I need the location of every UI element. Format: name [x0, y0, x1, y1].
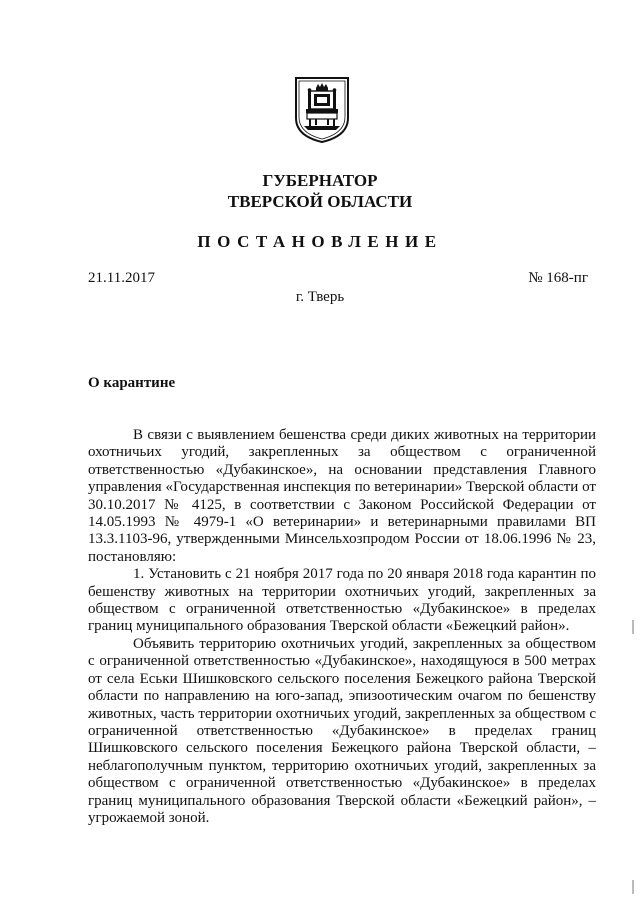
document-city: г. Тверь [295, 289, 345, 305]
document-number: № 168-пг [528, 270, 588, 286]
document-subject: О карантине [88, 375, 176, 391]
governor-title [0, 170, 640, 212]
body-paragraph-item1-continued: Объявить территорию охотничьих угодий, закрепленных за обществом с ограниченной ответственностью «Дубакинское», находящуюся в 500 метрах от села Еськи Шишковского сельского поселения Бежецкого района Тверской области по направлению на юго-запад, эпизоотическим очагом по бешенству животных, часть территории охотничьих угодий, закрепленных за обществом с ограниченной ответственностью «Дубакинское» в пределах границ Шишковского сельского поселения Бежецкого района Тверской области, – неблагополучным пунктом, территорию охотничьих угодий, закрепленных за обществом с ограниченной ответственностью «Дубакинское» в пределах границ муниципального образования Тверской области «Бежецкий район», – угрожаемой зоной. [88, 635, 596, 826]
document-date: 21.11.2017 [88, 270, 155, 286]
title-line-governor: ГУБЕРНАТОР [262, 171, 378, 190]
document-type: ПОСТАНОВЛЕНИЕ [197, 232, 443, 251]
body-paragraph-intro: В связи с выявлением бешенства среди диких животных на территории охотничьих угодий, закрепленных за обществом с ограниченной ответственностью «Дубакинское», на основании представления Главного управления «Государственная инспекция по ветеринарии» Тверской области от 30.10.2017 № 4125, в соответствии с Законом Российской Федерации от 14.05.1993 № 4979-1 «О ветеринарии» и ветеринарными правилами ВП 13.3.1103-96, утвержденными Минсельхозпродом России от 18.06.1996 № 23, постановляю: [88, 427, 596, 565]
title-line-region: ТВЕРСКОЙ ОБЛАСТИ [227, 192, 413, 211]
scan-edge-mark [632, 620, 634, 634]
body-paragraph-item1: 1. Установить с 21 ноября 2017 года по 20 января 2018 года карантин по бешенству животных на территории охотничьих угодий, закрепленных за обществом с ограниченной ответственностью «Дубакинское» в пределах границ муниципального образования Тверской области «Бежецкий район». [88, 566, 596, 635]
document-body [88, 427, 596, 827]
scan-edge-mark [632, 880, 634, 894]
tver-coat-of-arms-icon [294, 76, 350, 144]
coat-of-arms-icon [294, 76, 350, 144]
